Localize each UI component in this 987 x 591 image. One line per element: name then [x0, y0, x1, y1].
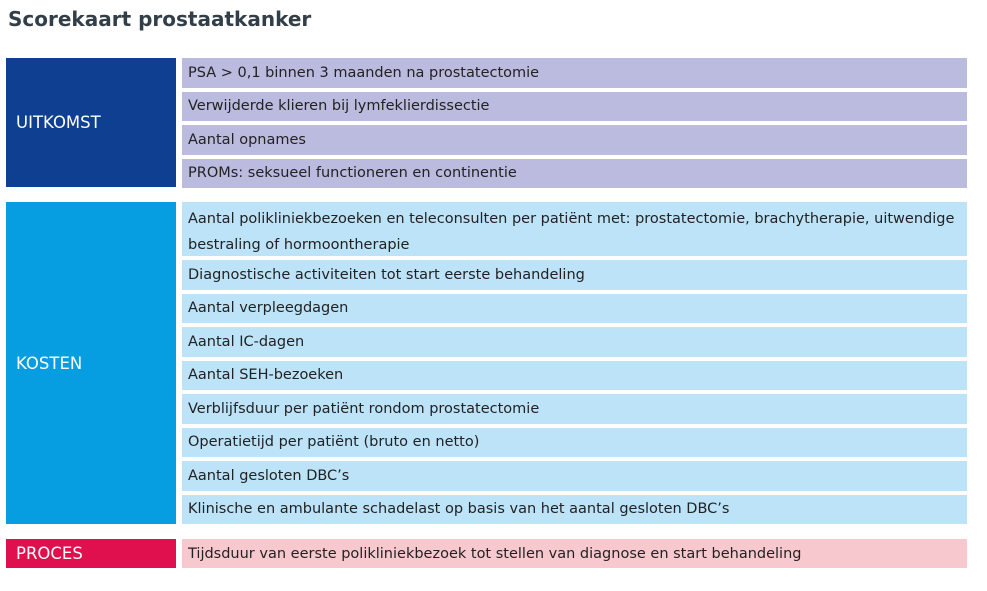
list-item: Operatietijd per patiënt (bruto en netto) [182, 428, 967, 458]
list-item: Klinische en ambulante schadelast op basis van het aantal gesloten DBC’s [182, 495, 967, 525]
uitkomst-list [182, 58, 967, 188]
list-item: Verwijderde klieren bij lymfeklierdissectie [182, 92, 967, 122]
section-label-kosten: KOSTEN [6, 202, 176, 524]
list-item: Aantal SEH-bezoeken [182, 361, 967, 391]
list-item: Verblijfsduur per patiënt rondom prostatectomie [182, 394, 967, 424]
page-title: Scorekaart prostaatkanker [8, 7, 312, 31]
list-item: Aantal verpleegdagen [182, 294, 967, 324]
list-item: Aantal polikliniekbezoeken en teleconsulten per patiënt met: prostatectomie, brachytherapie, uitwendige bestraling of hormoontherapie [182, 202, 967, 256]
section-kosten [6, 202, 967, 524]
section-label-proces: PROCES [6, 539, 176, 568]
list-item: Aantal gesloten DBC’s [182, 461, 967, 491]
kosten-list [182, 202, 967, 524]
proces-list [182, 539, 967, 568]
section-uitkomst [6, 58, 967, 187]
list-item: Diagnostische activiteiten tot start eerste behandeling [182, 260, 967, 290]
list-item: PROMs: seksueel functioneren en continentie [182, 159, 967, 189]
list-item: Aantal opnames [182, 125, 967, 155]
list-item: Aantal IC-dagen [182, 327, 967, 357]
list-item: PSA > 0,1 binnen 3 maanden na prostatectomie [182, 58, 967, 88]
section-label-uitkomst: UITKOMST [6, 58, 176, 187]
section-proces [6, 539, 967, 568]
list-item: Tijdsduur van eerste polikliniekbezoek tot stellen van diagnose en start behandeling [182, 539, 967, 568]
